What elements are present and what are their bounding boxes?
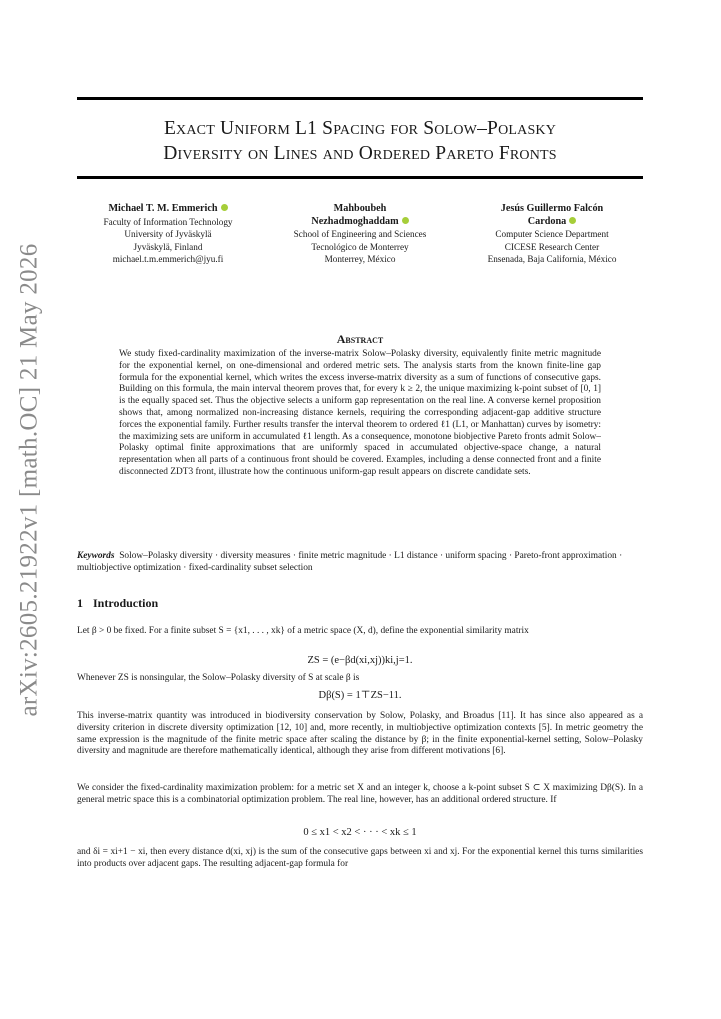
author-3-affiliation: CICESE Research Center bbox=[504, 241, 600, 252]
equation-similarity-matrix: ZS = (e−βd(xi,xj))ki,j=1. bbox=[307, 655, 413, 666]
equation-diversity: Dβ(S) = 1⊤ZS−11. bbox=[318, 690, 402, 701]
body-paragraph-1: Let β > 0 be fixed. For a finite subset S = {x1, . . . , xk} of a metric space (X, d), define the exponential similarity matrix bbox=[77, 626, 529, 636]
abstract-heading: Abstract bbox=[336, 332, 384, 346]
author-3-affiliation: Computer Science Department bbox=[495, 229, 609, 239]
author-2-affiliation: Tecnológico de Monterrey bbox=[311, 241, 409, 252]
section-number: 1 bbox=[77, 596, 83, 610]
orcid-icon[interactable] bbox=[569, 217, 576, 224]
body-paragraph-4: We consider the fixed-cardinality maximization problem: for a metric set X and an integer k, choose a k-point subset S ⊂ X maximizing Dβ(S). In a general metric space this is a combinatorial optimization problem. The real line, however, has an additional ordered structure. If bbox=[77, 783, 643, 805]
arxiv-identifier: arXiv:2605.21922v1 [math.OC] 21 May 2026 bbox=[16, 243, 43, 717]
author-1-affiliation: Faculty of Information Technology bbox=[103, 216, 233, 227]
paper-title bbox=[77, 116, 643, 166]
author-3-name-line-2: Cardona bbox=[527, 215, 567, 227]
author-2-affiliation: School of Engineering and Sciences bbox=[293, 229, 427, 239]
author-block bbox=[77, 203, 643, 266]
paper-title-line-2: Diversity on Lines and Ordered Pareto Fronts bbox=[163, 143, 557, 164]
author-3-affiliation: Ensenada, Baja California, México bbox=[487, 254, 617, 264]
title-rule-bottom bbox=[77, 176, 643, 179]
author-2-name-line-2: Nezhadmoghaddam bbox=[311, 215, 399, 227]
author-3 bbox=[461, 203, 643, 266]
author-3-name-line-1: Jesús Guillermo Falcón bbox=[500, 203, 604, 214]
abstract-text: We study fixed-cardinality maximization of the inverse-matrix Solow–Polasky diversity, equivalently finite metric magnitude for the exponential kernel, on one-dimensional and ordered metric sets. The analysis starts from the known finite-line gap formula for the exponential kernel, which writes the excess inverse-matrix diversity as a sum of functions of consecutive gaps. Building on this formula, the main interval theorem proves that, for every k ≥ 2, the unique maximizing k-point subset of [0, 1] is the equally spaced set. Thus the objective selects a uniform gap representation on the real line. A converse kernel proposition shows that, among normalized non-increasing distance kernels, requiring the corresponding adjacent-gap additive structure forces the exponential family. Further results transfer the interval theorem to ordered ℓ1 (L1, or Manhattan) curves by isometry: the maximizing sets are uniform in accumulated ℓ1 length. As a consequence, monotone biobjective Pareto fronts admit Solow–Polasky optimal finite approximations that are uniformly spaced in accumulated objective-space change, a natural representation when all parts of a continuous front should be covered. Examples, including a dense connected front and a finite disconnected ZDT3 front, illustrate how the continuous uniform-gap result appears on discrete candidate sets. bbox=[119, 349, 601, 477]
orcid-icon[interactable] bbox=[402, 217, 409, 224]
author-2-affiliation: Monterrey, México bbox=[324, 254, 396, 264]
author-1-name: Michael T. M. Emmerich bbox=[108, 203, 218, 214]
author-2-name-line-1: Mahboubeh bbox=[333, 203, 387, 214]
equation-ordering: 0 ≤ x1 < x2 < · · · < xk ≤ 1 bbox=[303, 827, 417, 838]
author-1-affiliation: University of Jyväskylä bbox=[124, 229, 212, 239]
section-heading bbox=[77, 596, 168, 611]
author-1 bbox=[77, 203, 259, 266]
section-title: Introduction bbox=[93, 596, 159, 610]
author-1-email[interactable]: michael.t.m.emmerich@jyu.fi bbox=[112, 254, 224, 264]
body-paragraph-3: This inverse-matrix quantity was introduced in biodiversity conservation by Solow, Polasky, and Broadus [11]. It has since also appeared as a diversity criterion in discrete diversity optimization [12, 10] and, more recently, in multiobjective optimization contexts [5]. In metric geometry the same expression is the magnitude of the finite metric space after scaling the distance by β; in the finite exponential-kernel setting, Solow–Polasky diversity and magnitude are therefore mathematically identical, although they arise from different motivations [6]. bbox=[77, 711, 643, 757]
orcid-icon[interactable] bbox=[221, 204, 228, 211]
keywords-text: Solow–Polasky diversity · diversity measures · finite metric magnitude · L1 distance · uniform spacing · Pareto-front approximation · multiobjective optimization · fixed-cardinality subset selection bbox=[77, 551, 623, 573]
keywords-label: Keywords bbox=[77, 551, 115, 561]
body-paragraph-5: and δi = xi+1 − xi, then every distance d(xi, xj) is the sum of the consecutive gaps between xi and xj. For the exponential kernel this turns similarities into products over adjacent gaps. The resulting adjacent-gap formula for bbox=[77, 847, 643, 869]
author-2 bbox=[269, 203, 451, 266]
body-paragraph-2: Whenever ZS is nonsingular, the Solow–Polasky diversity of S at scale β is bbox=[77, 673, 360, 683]
title-rule-top bbox=[77, 97, 643, 100]
paper-title-line-1: Exact Uniform L1 Spacing for Solow–Polasky bbox=[163, 118, 557, 139]
keywords bbox=[77, 550, 643, 574]
author-1-affiliation: Jyväskylä, Finland bbox=[133, 241, 203, 252]
